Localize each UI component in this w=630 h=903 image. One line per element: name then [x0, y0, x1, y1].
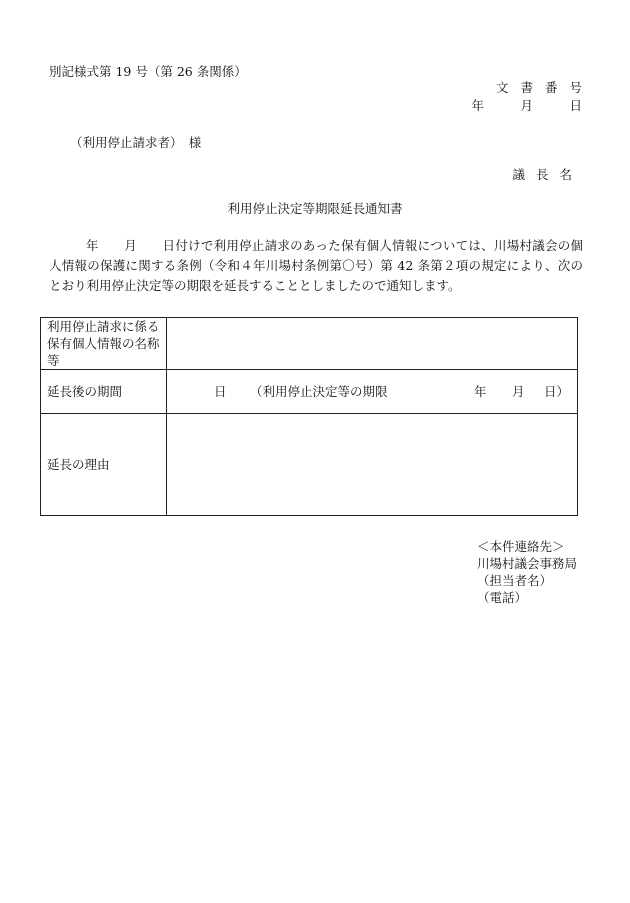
- table-row: [41, 414, 578, 516]
- contact-phone: （電話）: [477, 590, 528, 605]
- document-meta: [471, 79, 594, 115]
- row-label-reason: 延長の理由: [41, 414, 167, 516]
- document-title: 利用停止決定等期限延長通知書: [227, 201, 403, 216]
- extended-period-field[interactable]: [167, 370, 578, 414]
- period-line: [173, 382, 577, 402]
- recipient-line: （利用停止請求者） 様: [70, 135, 202, 150]
- document-number-label: 文書番号: [495, 80, 594, 95]
- form-number-label: 別記様式第 19 号（第 26 条関係）: [49, 64, 247, 79]
- chair-name: 議長名: [512, 167, 583, 182]
- period-day-label: 日: [214, 383, 227, 399]
- contact-block: [477, 538, 577, 606]
- extension-info-table: [40, 317, 578, 516]
- contact-person: （担当者名）: [477, 573, 553, 588]
- row-label-extended-period: 延長後の期間: [41, 370, 167, 414]
- deadline-day-label: 日）: [544, 383, 570, 399]
- document-date-line: 年 月 日: [471, 98, 594, 113]
- deadline-year-label: 年: [474, 383, 487, 399]
- info-name-field[interactable]: [167, 318, 578, 370]
- table-row: [41, 370, 578, 414]
- table-row: [41, 318, 578, 370]
- contact-office: 川場村議会事務局: [477, 556, 578, 571]
- row-label-info-name: 利用停止請求に係る保有個人情報の名称等: [41, 318, 167, 370]
- contact-heading: ＜本件連絡先＞: [477, 539, 565, 554]
- deadline-month-label: 月: [512, 383, 525, 399]
- notice-body: 年 月 日付けで利用停止請求のあった保有個人情報については、川場村議会の個人情報の保護に関する条例（令和４年川場村条例第〇号）第 42 条第２項の規定により、次のとおり利用停止決定等の期限を延長することとしましたので通知します。: [49, 238, 583, 293]
- reason-field[interactable]: [167, 414, 578, 516]
- deadline-label: （利用停止決定等の期限: [250, 383, 388, 399]
